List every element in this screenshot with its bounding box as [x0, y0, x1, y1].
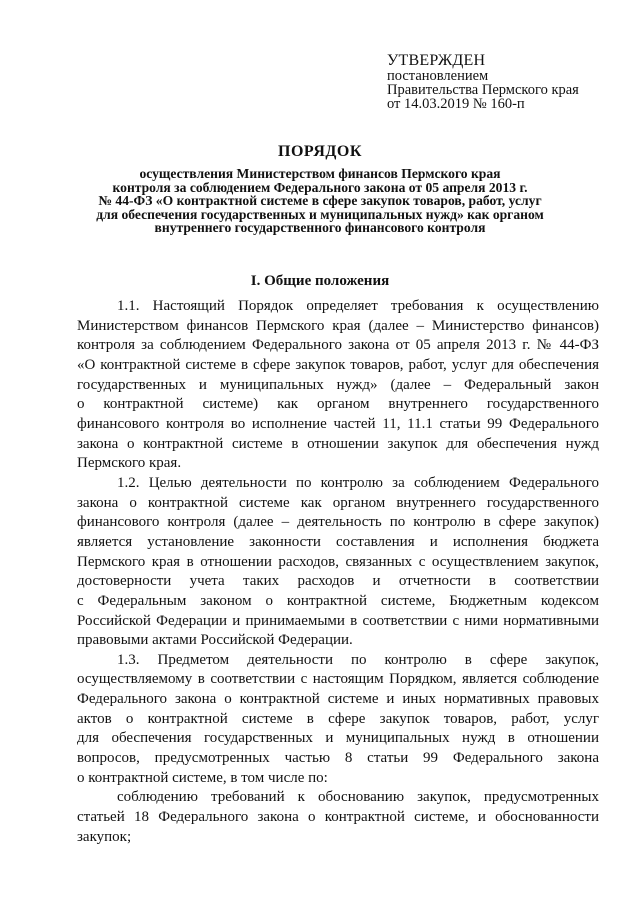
subtitle-line: контроля за соблюдением Федерального закона от 05 апреля 2013 г.	[112, 179, 528, 195]
text-line: 1.3. Предметом деятельности по контролю в сфере закупок,	[117, 651, 599, 668]
paragraph-list-item	[77, 788, 599, 847]
text-line: осуществляемому в соответствии с настоящим Порядком, является соблюдение	[77, 671, 599, 688]
text-line: Пермского края в отношении расходов, связанных с осуществлением закупок,	[77, 553, 599, 570]
document-title: ПОРЯДОК	[278, 143, 362, 160]
text-line: для обеспечения государственных и муниципальных нужд в отношении	[77, 730, 599, 747]
subtitle-line: № 44-ФЗ «О контрактной системе в сфере закупок товаров, работ, услуг	[98, 193, 542, 209]
text-line: вопросов, предусмотренных частью 8 статьи 99 Федерального закона	[77, 750, 599, 767]
text-line: статьей 18 Федерального закона о контрактной системе, и обоснованности	[77, 809, 599, 826]
text-line: является установление законности составления и исполнения бюджета	[77, 533, 599, 550]
approval-stamp	[387, 52, 617, 111]
paragraph-1-1	[77, 297, 599, 474]
subtitle-line: осуществления Министерством финансов Пермского края	[139, 166, 501, 181]
paragraph-1-2	[77, 474, 599, 651]
text-line: соблюдению требований к обоснованию закупок, предусмотренных	[117, 789, 599, 806]
text-line: закупок;	[77, 828, 132, 845]
text-line: Пермского края.	[77, 455, 182, 472]
text-line: о контрактной системе) как органом внутреннего государственного	[77, 396, 599, 413]
text-line: с Федеральным законом о контрактной системе, Бюджетным кодексом	[77, 592, 599, 609]
text-line: государственных и муниципальных нужд» (далее – Федеральный закон	[77, 376, 599, 393]
text-line: Федерального закона о контрактной системе и иных нормативных правовых	[77, 691, 599, 708]
approval-line: постановлением	[387, 68, 489, 84]
subtitle-line: для обеспечения государственных и муниципальных нужд» как органом	[96, 206, 544, 222]
text-line: правовыми актами Российской Федерации.	[77, 632, 353, 649]
approval-date: от 14.03.2019 № 160-п	[387, 96, 525, 112]
section-heading: I. Общие положения	[250, 273, 390, 289]
text-line: о контрактной системе, в том числе по:	[77, 769, 328, 786]
text-line: Российской Федерации и принимаемыми в соответствии с ними нормативными	[77, 612, 599, 629]
text-line: «О контрактной системе в сфере закупок товаров, работ, услуг для обеспечения	[77, 356, 599, 373]
text-line: достоверности учета таких расходов и отчетности в соответствии	[77, 573, 599, 590]
approval-heading: УТВЕРЖДЕН	[387, 52, 486, 69]
text-line: финансового контроля (далее – деятельность по контролю в сфере закупок)	[77, 514, 599, 531]
text-line: 1.1. Настоящий Порядок определяет требования к осуществлению	[117, 298, 599, 314]
text-line: 1.2. Целью деятельности по контролю за соблюдением Федерального	[117, 474, 599, 491]
document-subtitle	[60, 167, 580, 235]
paragraph-1-3	[77, 651, 599, 789]
text-line: закона о контрактной системе как органом внутреннего государственного	[77, 494, 599, 511]
approval-line: Правительства Пермского края	[387, 82, 579, 98]
text-line: финансового контроля во исполнение частей 11, 11.1 статьи 99 Федерального	[77, 415, 599, 432]
text-line: Министерством финансов Пермского края (далее – Министерство финансов)	[77, 317, 599, 334]
text-line: закона о контрактной системе в отношении закупок для обеспечения нужд	[77, 435, 599, 452]
document-body	[77, 297, 599, 847]
text-line: актов о контрактной системе в сфере закупок товаров, работ, услуг	[77, 710, 599, 727]
subtitle-line: внутреннего государственного финансового контроля	[154, 220, 486, 236]
text-line: контроля за соблюдением Федерального закона от 05 апреля 2013 г. № 44-ФЗ	[77, 337, 599, 354]
